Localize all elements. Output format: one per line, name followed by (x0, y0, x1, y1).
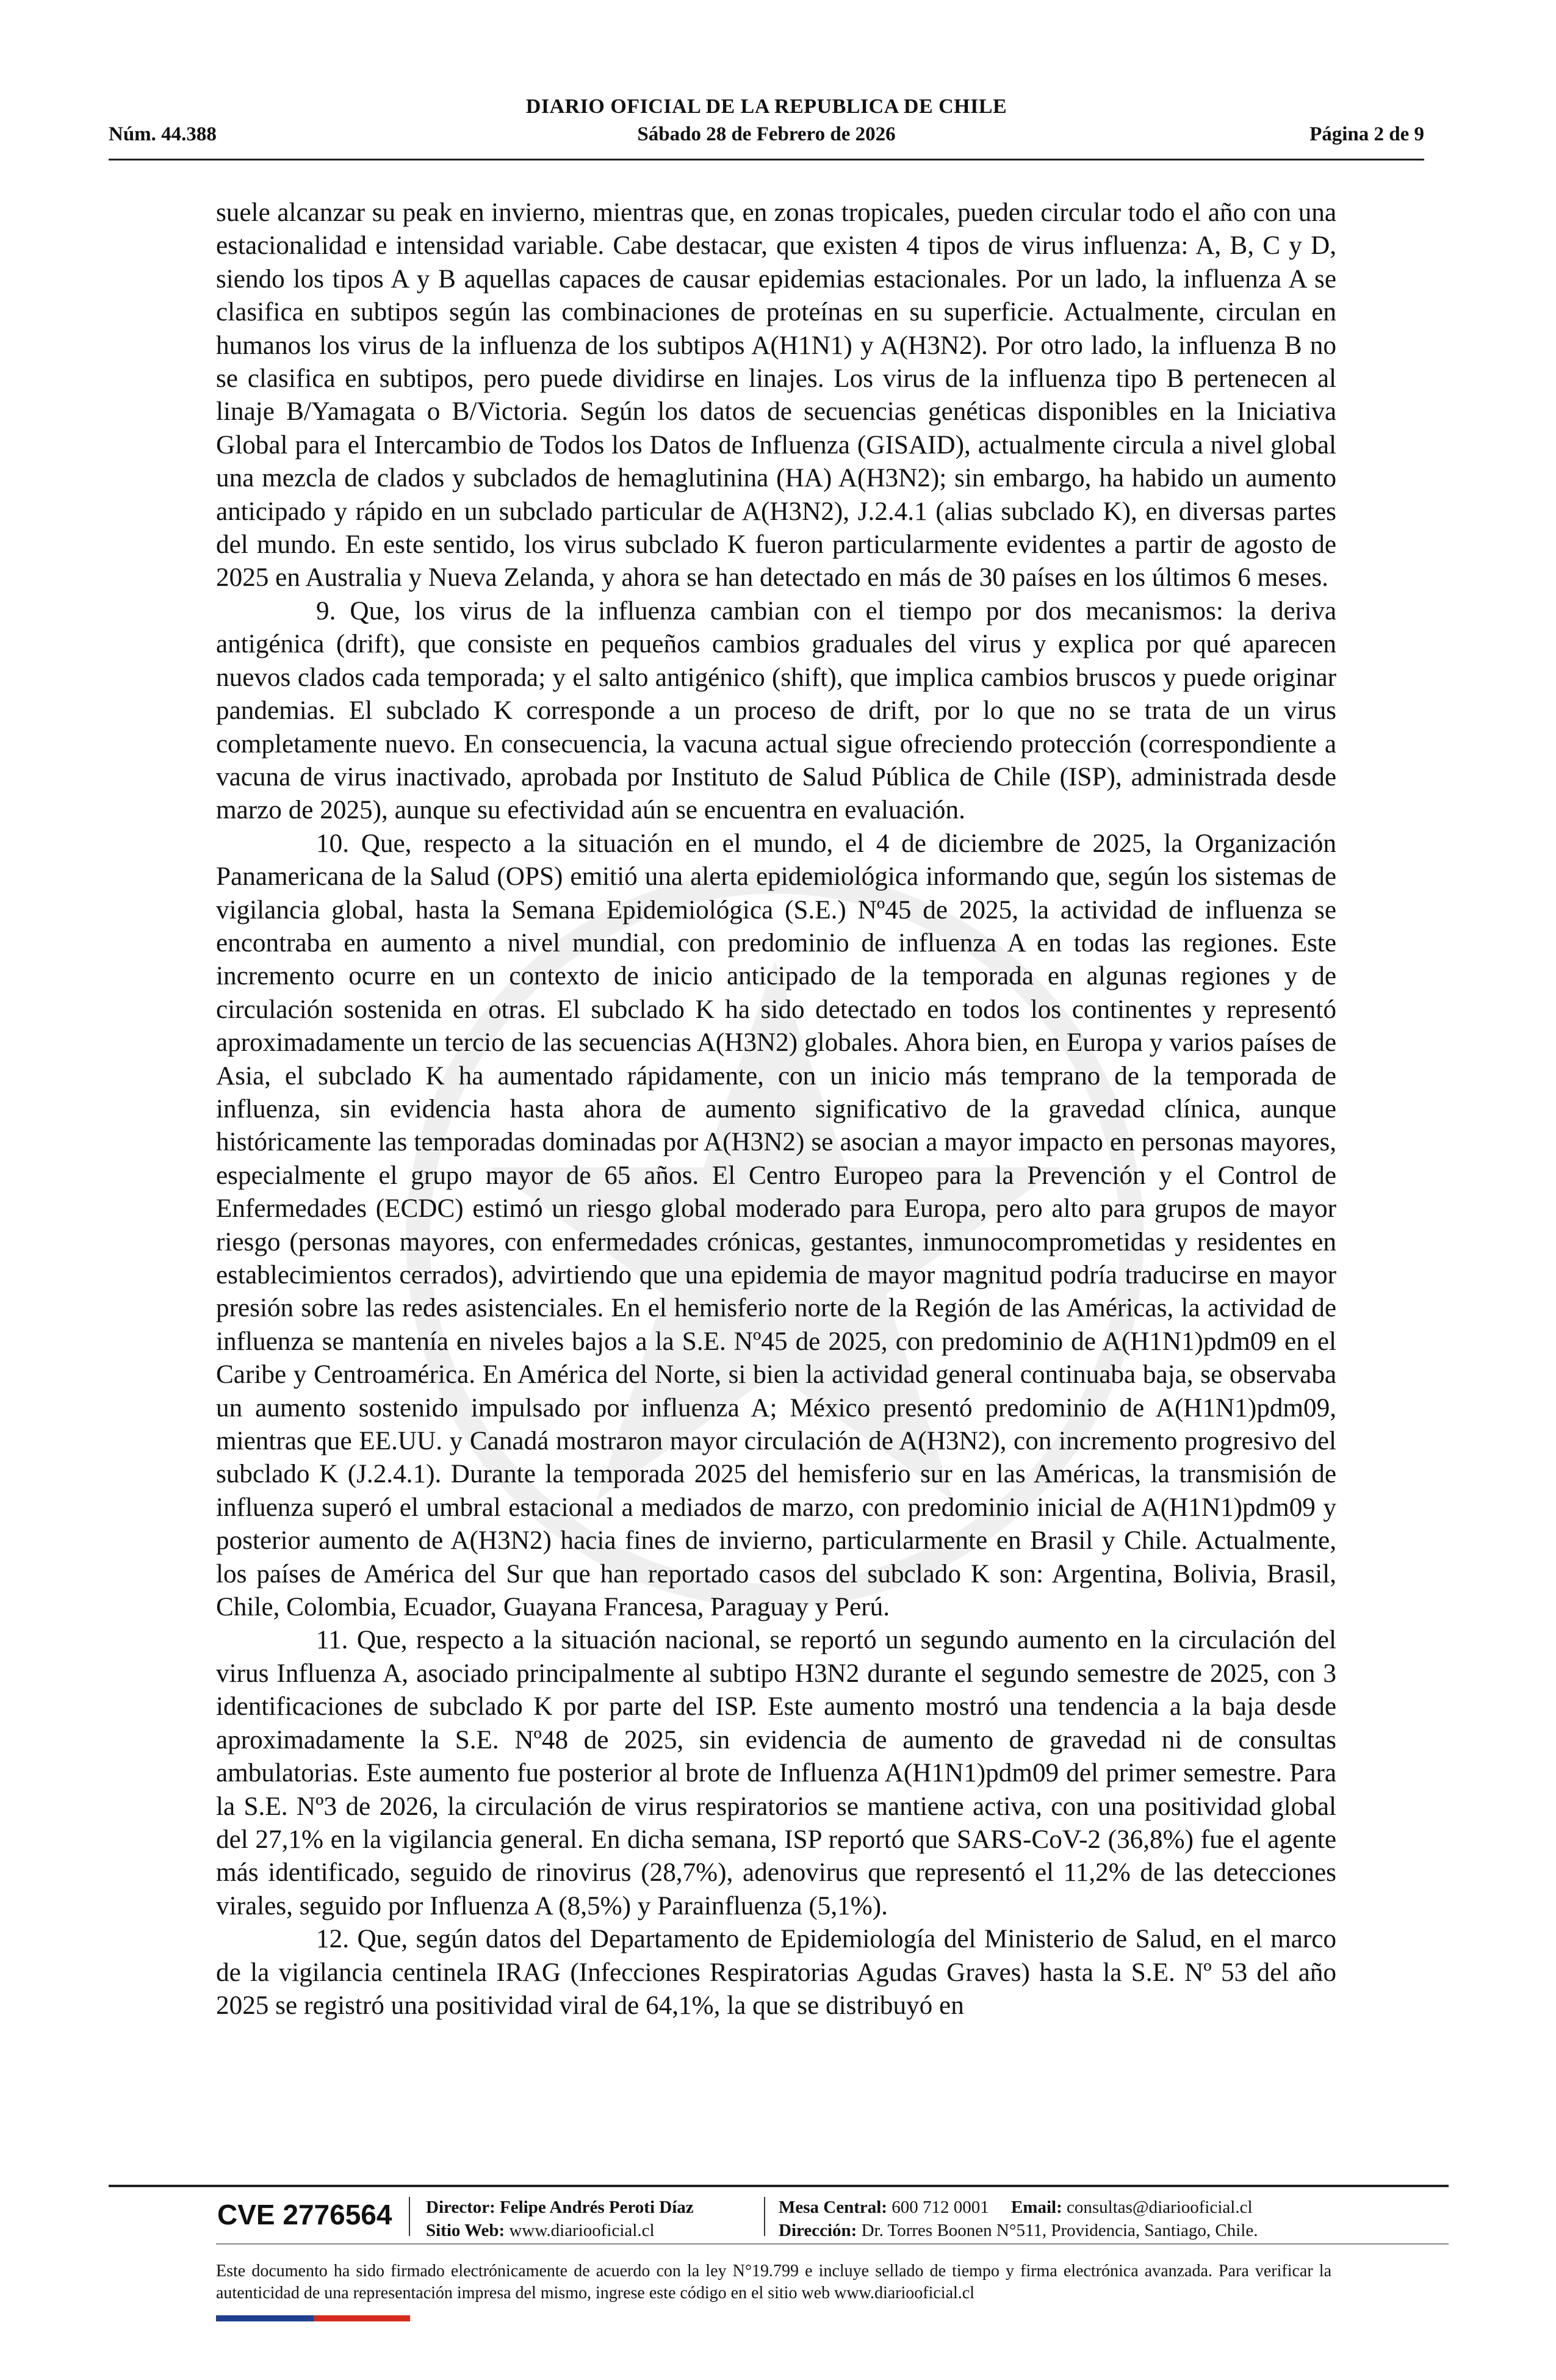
phone-number: 600 712 0001 (891, 2198, 989, 2217)
director-label: Director: (426, 2198, 495, 2217)
page-footer (109, 2185, 1449, 2368)
page-header (109, 92, 1424, 160)
contact-info (779, 2196, 1258, 2242)
paragraph-continuation: suele alcanzar su peak en invierno, mientras que, en zonas tropicales, pueden circular todo el año con una estacionalidad e intensidad variable. Cabe destacar, que existen 4 tipos de virus influenza: A, B, C y D, siendo los tipos A y B aquellas capaces de causar epidemias estacionales. Por un lado, la influenza A se clasifica en subtipos según las combinaciones de proteínas en su superficie. Actualmente, circulan en humanos los virus de la influenza de los subtipos A(H1N1) y A(H3N2). Por otro lado, la influenza B no se clasifica en subtipos, pero puede dividirse en linajes. Los virus de la influenza tipo B pertenecen al linaje B/Yamagata o B/Victoria. Según los datos de secuencias genéticas disponibles en la Iniciativa Global para el Intercambio de Todos los Datos de Influenza (GISAID), actualmente circula a nivel global una mezcla de clados y subclados de hemaglutinina (HA) A(H3N2); sin embargo, ha habido un aumento anticipado y rápido en un subclado particular de A(H3N2), J.2.4.1 (alias subclado K), en diversas partes del mundo. En este sentido, los virus subclado K fueron particularmente evidentes a partir de agosto de 2025 en Australia y Nueva Zelanda, y ahora se han detectado en más de 30 países en los últimos 6 meses. (216, 198, 1336, 593)
email-label: Email: (1010, 2198, 1062, 2217)
publication-title: DIARIO OFICIAL DE LA REPUBLICA DE CHILE (525, 95, 1007, 118)
flag-blue-stripe (216, 2315, 314, 2321)
paragraph-12: 12. Que, según datos del Departamento de Epidemiología del Ministerio de Salud, en el marco de la vigilancia centinela IRAG (Infecciones Respiratorias Agudas Graves) hasta la S.E. Nº 53 del año 2025 se registró una positividad viral de 64,1%, la que se distribuyó en (216, 1925, 1336, 2020)
document-body (216, 197, 1336, 2022)
phone-label: Mesa Central: (779, 2198, 887, 2217)
footer-separator (409, 2197, 410, 2236)
email-link[interactable]: consultas@diariooficial.cl (1067, 2198, 1253, 2217)
address-label: Dirección: (779, 2221, 857, 2240)
paragraph-10: 10. Que, respecto a la situación en el mundo, el 4 de diciembre de 2025, la Organización Panamericana de la Salud (OPS) emitió una alerta epidemiológica informando que, según los sistemas de vigilancia global, hasta la Semana Epidemiológica (S.E.) Nº45 de 2025, la actividad de influenza se encontraba en aumento a nivel mundial, con predominio de influenza A en todas las regiones. Este incremento ocurre en un contexto de inicio anticipado de la temporada en algunas regiones y de circulación sostenida en otras. El subclado K ha sido detectado en todos los continentes y representó aproximadamente un tercio de las secuencias A(H3N2) globales. Ahora bien, en Europa y varios países de Asia, el subclado K ha aumentado rápidamente, con un inicio más temprano de la temporada de influenza, sin evidencia hasta ahora de aumento significativo de la gravedad clínica, aunque históricamente las temporadas dominadas por A(H3N2) se asocian a mayor impacto en personas mayores, especialmente el grupo mayor de 65 años. El Centro Europeo para la Prevención y el Control de Enfermedades (ECDC) estimó un riesgo global moderado para Europa, pero alto para grupos de mayor riesgo (personas mayores, con enfermedades crónicas, gestantes, inmunocomprometidas y residentes en establecimientos cerrados), advirtiendo que una epidemia de mayor magnitud podría traducirse en mayor presión sobre las redes asistenciales. En el hemisferio norte de la Región de las Américas, la actividad de influenza se mantenía en niveles bajos a la S.E. Nº45 de 2025, con predominio de A(H1N1)pdm09 en el Caribe y Centroamérica. En América del Norte, si bien la actividad general continuaba baja, se observaba un aumento sostenido impulsado por influenza A; México presentó predominio de A(H1N1)pdm09, mientras que EE.UU. y Canadá mostraron mayor circulación de A(H3N2), con incremento progresivo del subclado K (J.2.4.1). Durante la temporada 2025 del hemisferio sur en las Américas, la transmisión de influenza superó el umbral estacional a mediados de marzo, con predominio inicial de A(H1N1)pdm09 y posterior aumento de A(H3N2) hacia fines de invierno, particularmente en Brasil y Chile. Actualmente, los países de América del Sur que han reportado casos del subclado K son: Argentina, Bolivia, Brasil, Chile, Colombia, Ecuador, Guayana Francesa, Paraguay y Perú. (216, 829, 1336, 1622)
director-info (426, 2196, 694, 2242)
legal-note: Este documento ha sido firmado electrónicamente de acuerdo con la ley N°19.799 e incluye sellado de tiempo y firma electrónica avanzada. Para verificar la autenticidad de una representación impresa del mismo, ingrese este código en el sitio web www.diariooficial.cl (216, 2262, 1331, 2302)
issue-number: Núm. 44.388 (109, 123, 217, 145)
flag-stripe (216, 2315, 410, 2321)
footer-separator (764, 2197, 765, 2236)
paragraph-9: 9. Que, los virus de la influenza cambian con el tiempo por dos mecanismos: la deriva antigénica (drift), que consiste en pequeños cambios graduales del virus y explica por qué aparecen nuevos clados cada temporada; y el salto antigénico (shift), que implica cambios bruscos y puede originar pandemias. El subclado K corresponde a un proceso de drift, por lo que no se trata de un virus completamente nuevo. En consecuencia, la vacuna actual sigue ofreciendo protección (correspondiente a vacuna de virus inactivado, aprobada por Instituto de Salud Pública de Chile (ISP), administrada desde marzo de 2025), aunque su efectividad aún se encuentra en evaluación. (216, 596, 1336, 825)
cve-code: CVE 2776564 (217, 2199, 392, 2230)
paragraph-11: 11. Que, respecto a la situación nacional, se reportó un segundo aumento en la circulación del virus Influenza A, asociado principalmente al subtipo H3N2 durante el segundo semestre de 2025, con 3 identificaciones de subclado K por parte del ISP. Este aumento mostró una tendencia a la baja desde aproximadamente la S.E. Nº48 de 2025, sin evidencia de aumento de gravedad ni de consultas ambulatorias. Este aumento fue posterior al brote de Influenza A(H1N1)pdm09 del primer semestre. Para la S.E. Nº3 de 2026, la circulación de virus respiratorios se mantiene activa, con una positividad global del 27,1% en la vigilancia general. En dicha semana, ISP reportó que SARS-CoV-2 (36,8%) fue el agente más identificado, seguido de rinovirus (28,7%), adenovirus que representó el 11,2% de las detecciones virales, seguido por Influenza A (8,5%) y Parainfluenza (5,1%). (216, 1626, 1336, 1920)
director-name: Felipe Andrés Peroti Díaz (500, 2198, 694, 2217)
flag-red-stripe (314, 2315, 410, 2321)
issue-date: Sábado 28 de Febrero de 2026 (637, 123, 896, 145)
footer-divider (109, 2185, 1449, 2187)
address-value: Dr. Torres Boonen N°511, Providencia, Santiago, Chile. (861, 2221, 1258, 2240)
page-number: Página 2 de 9 (1309, 123, 1424, 145)
site-label: Sitio Web: (426, 2221, 505, 2240)
footer-thin-divider (216, 2243, 1449, 2245)
site-link[interactable]: www.diariooficial.cl (509, 2221, 655, 2240)
